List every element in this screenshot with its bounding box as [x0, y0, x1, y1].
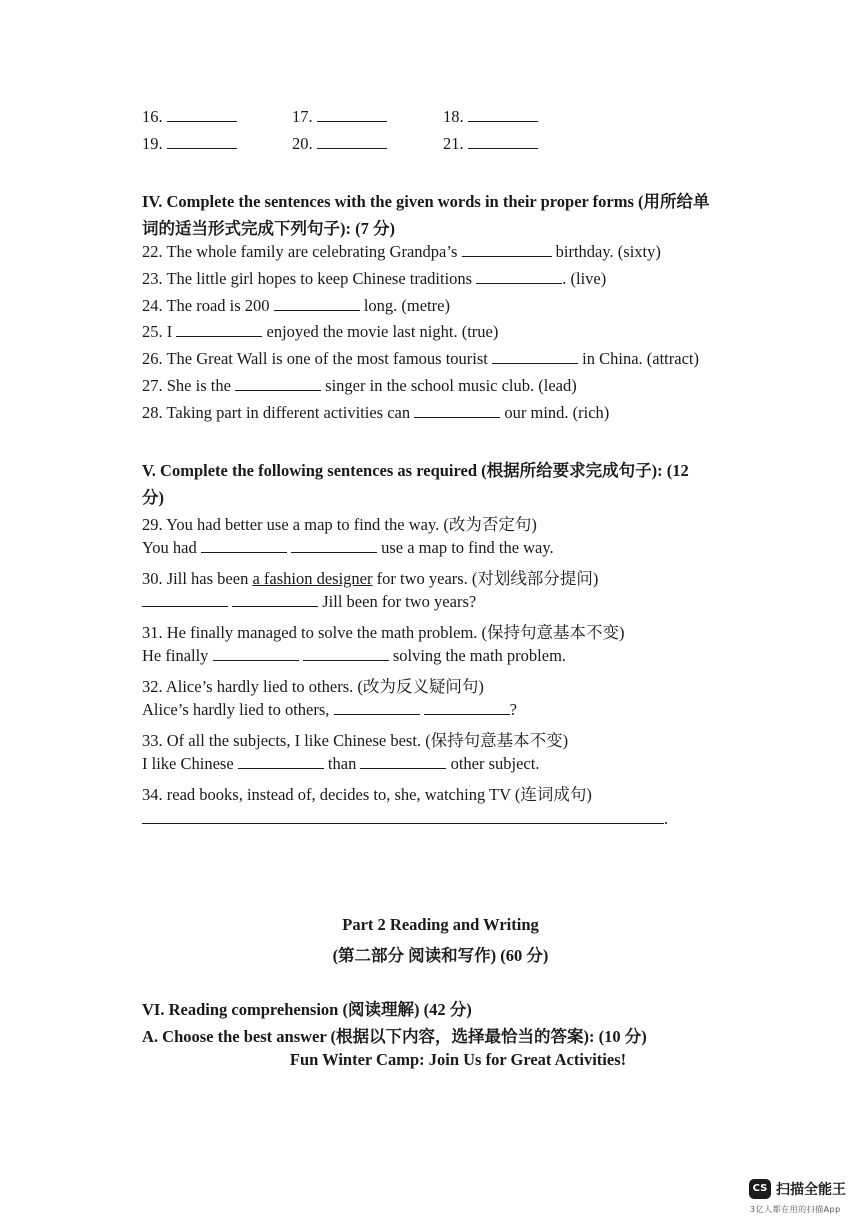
answer-17: 17. [292, 107, 387, 127]
answer-34: . [142, 809, 668, 829]
answer-32: Alice’s hardly lied to others, ? [142, 700, 517, 719]
section5-heading-line2: 分) [142, 488, 164, 507]
question-26: 26. The Great Wall is one of the most famous tourist in China. (attract) [142, 349, 699, 368]
answer-16: 16. [142, 107, 237, 127]
section4-heading-line1: IV. Complete the sentences with the given words in their proper forms (用所给单 [142, 192, 710, 211]
section5-heading-line1: V. Complete the following sentences as required (根据所给要求完成句子): (12 [142, 461, 689, 480]
question-25: 25. I enjoyed the movie last night. (true) [142, 322, 499, 341]
question-24: 24. The road is 200 long. (metre) [142, 296, 450, 315]
question-29: 29. You had better use a map to find the way. (改为否定句) [142, 515, 537, 534]
watermark-tagline: 3亿人都在用的扫描App [750, 1205, 841, 1214]
passage-title: Fun Winter Camp: Join Us for Great Activities! [289, 1050, 627, 1069]
question-27: 27. She is the singer in the school music club. (lead) [142, 376, 577, 395]
answer-33: I like Chinese than other subject. [142, 754, 540, 773]
question-23: 23. The little girl hopes to keep Chinese traditions . (live) [142, 269, 607, 288]
section6-subheading: A. Choose the best answer (根据以下内容，选择最恰当的答案): (10 分) [142, 1027, 647, 1046]
part2-title: Part 2 Reading and Writing [342, 915, 539, 934]
question-32: 32. Alice’s hardly lied to others. (改为反义疑问句) [142, 677, 484, 696]
answer-18: 18. [443, 107, 538, 127]
question-28: 28. Taking part in different activities can our mind. (rich) [142, 403, 610, 422]
answer-21: 21. [443, 134, 538, 154]
answer-29: You had use a map to find the way. [142, 538, 554, 557]
part2-subtitle: (第二部分 阅读和写作) (60 分) [332, 946, 549, 965]
section6-heading: VI. Reading comprehension (阅读理解) (42 分) [142, 1000, 472, 1019]
answer-30: Jill been for two years? [142, 592, 476, 612]
section4-heading-line2: 词的适当形式完成下列句子): (7 分) [142, 219, 395, 238]
question-31: 31. He finally managed to solve the math problem. (保持句意基本不变) [142, 623, 625, 642]
camscanner-logo-icon: CS [749, 1179, 771, 1199]
answer-19: 19. [142, 134, 237, 154]
answer-20: 20. [292, 134, 387, 154]
question-34: 34. read books, instead of, decides to, she, watching TV (连词成句) [142, 785, 592, 804]
answer-31: He finally solving the math problem. [142, 646, 567, 665]
watermark-app-name: 扫描全能王 [776, 1182, 846, 1198]
question-22: 22. The whole family are celebrating Grandpa’s birthday. (sixty) [142, 242, 661, 261]
question-30: 30. Jill has been a fashion designer for two years. (对划线部分提问) [142, 569, 599, 588]
question-33: 33. Of all the subjects, I like Chinese best. (保持句意基本不变) [142, 731, 569, 750]
